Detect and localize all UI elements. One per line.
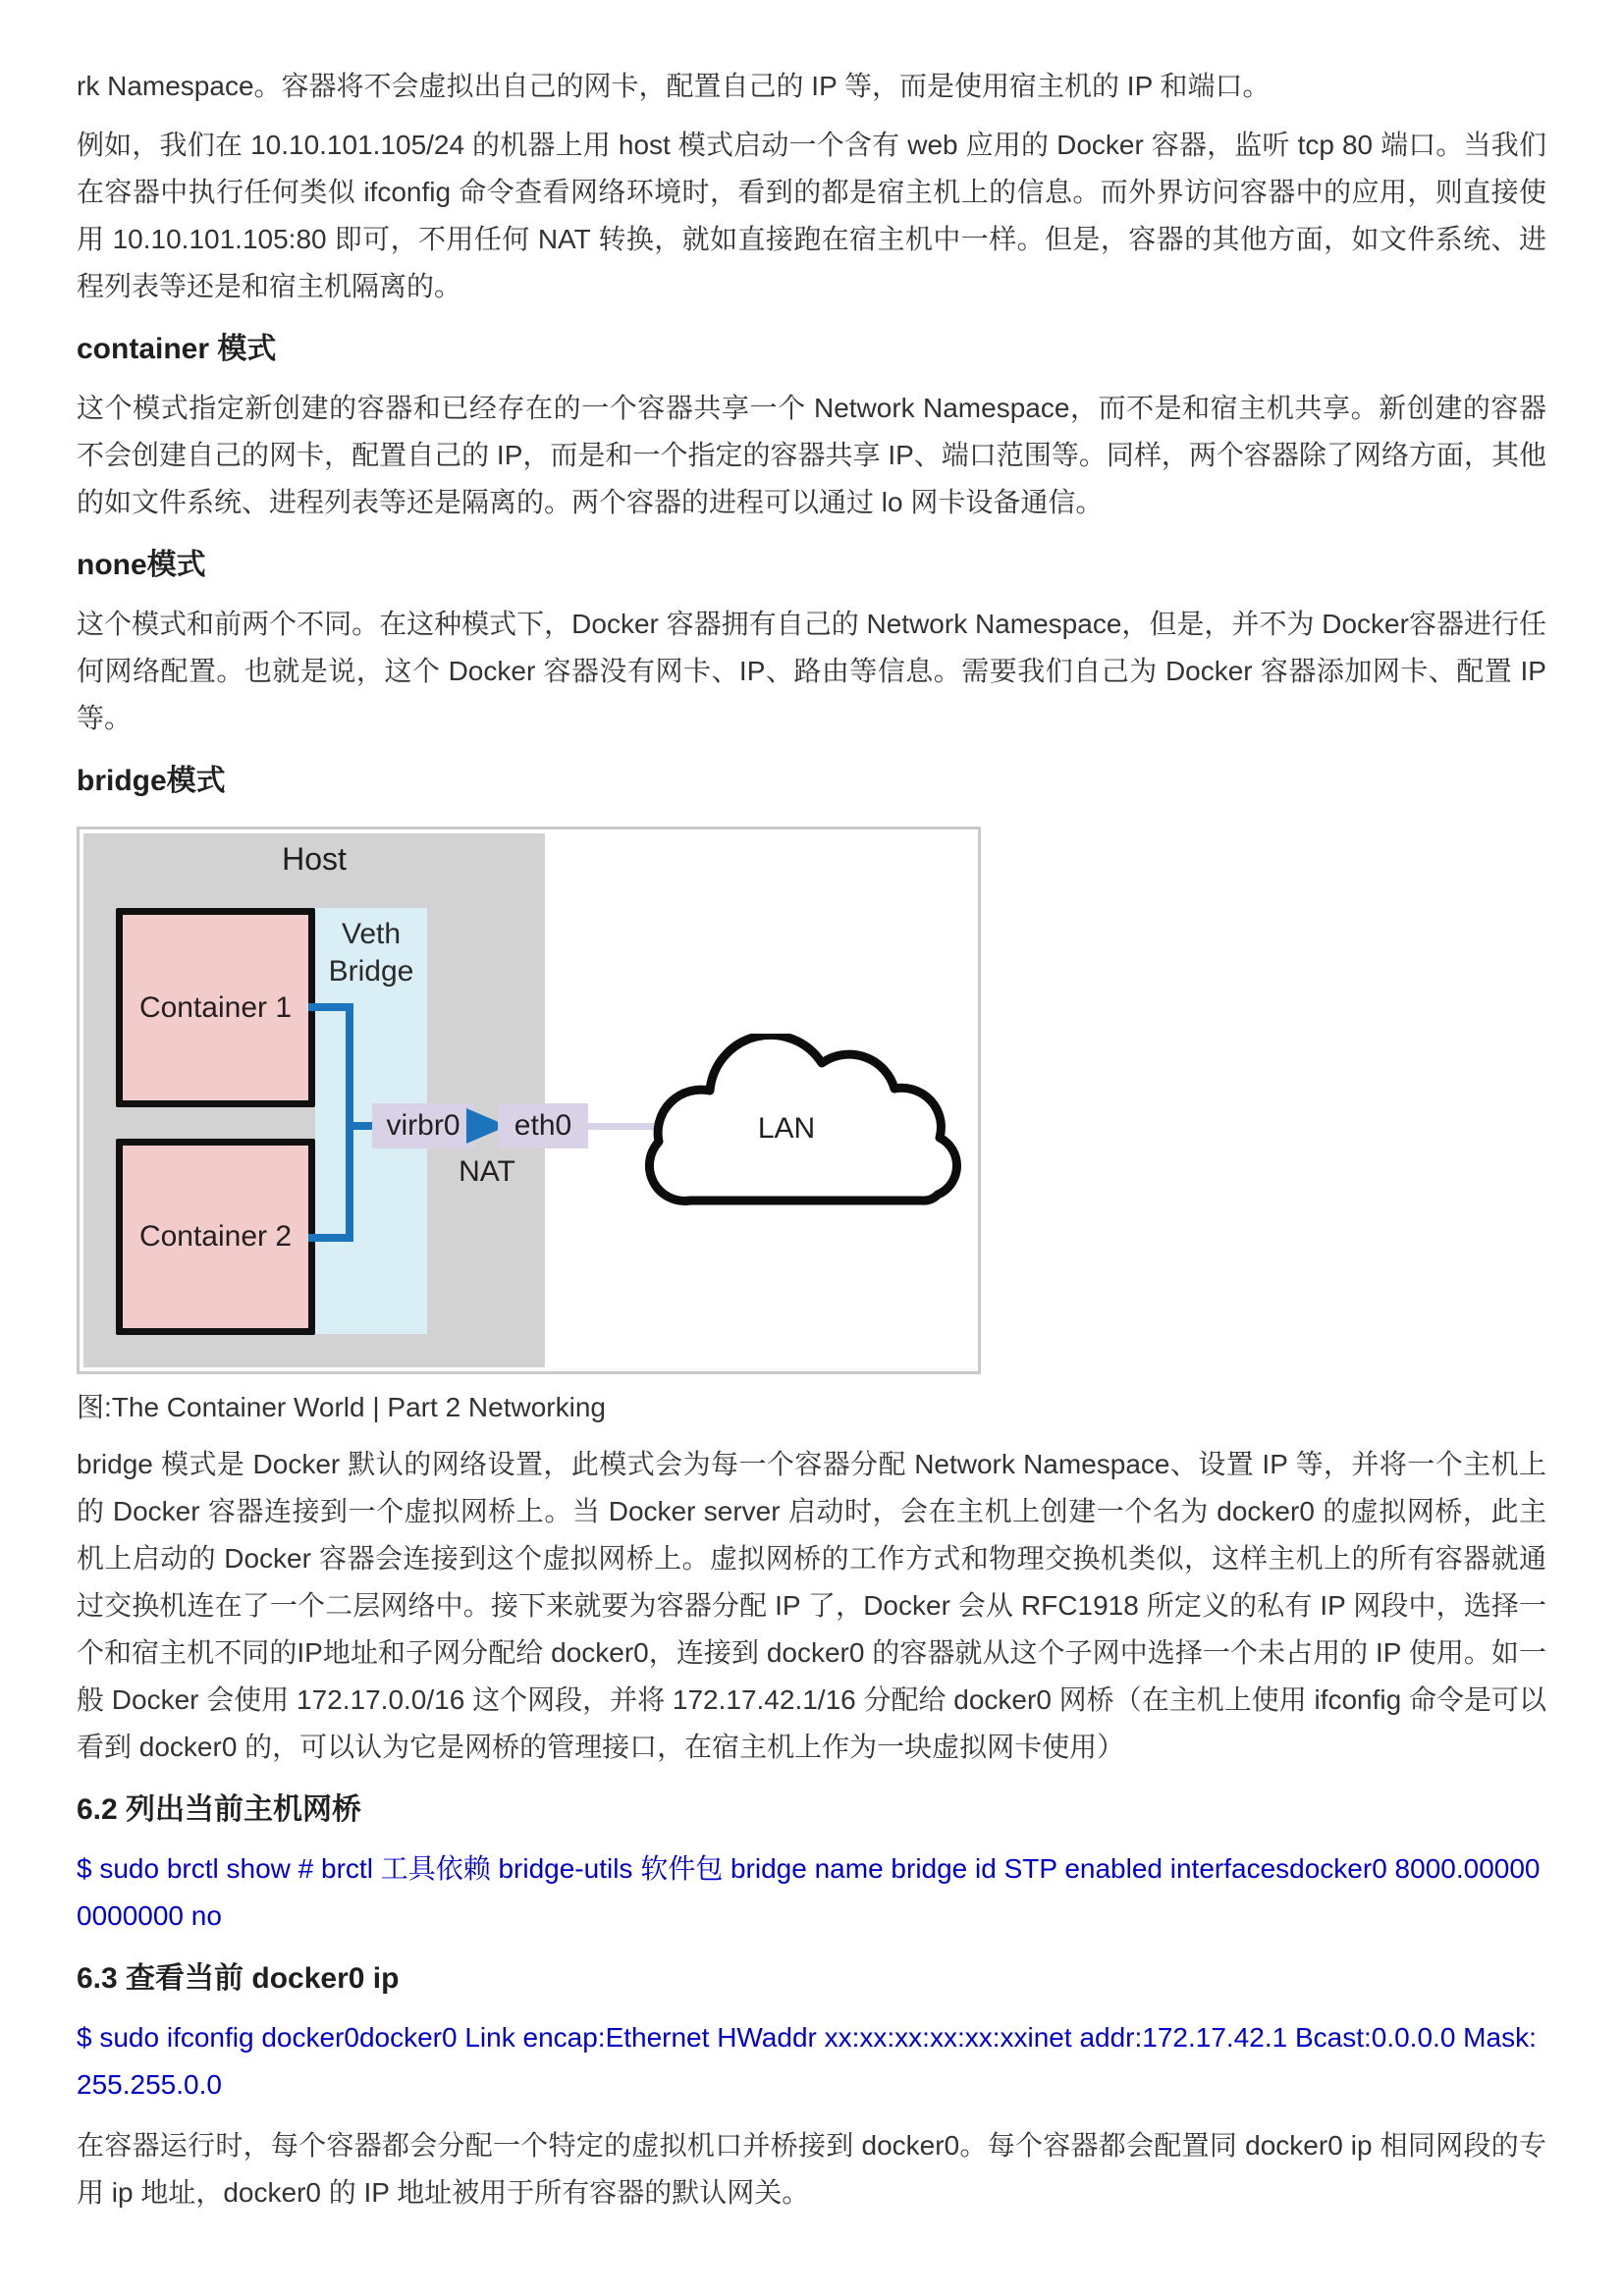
heading-none-mode: none模式 [77, 549, 206, 581]
heading-section-6-3: 6.3 查看当前 docker0 ip [77, 1962, 400, 1995]
figure-caption: 图:The Container World | Part 2 Networking [77, 1392, 606, 1422]
veth-label-line1: Veth [341, 918, 402, 950]
connector-vertical [346, 1003, 353, 1242]
paragraph-container-running: 在容器运行时，每个容器都会分配一个特定的虚拟机口并桥接到 docker0。每个容器都会配置同 docker0 ip 相同网段的专用 ip 地址，docker0 的 IP 地址被用于所有容器的默认网关。 [77, 2130, 1546, 2208]
heading-section-6-2: 6.2 列出当前主机网桥 [77, 1793, 362, 1826]
bridge-network-diagram [77, 827, 981, 1374]
code-ifconfig-docker0: $ sudo ifconfig docker0docker0 Link encap:Ethernet HWaddr xx:xx:xx:xx:xx:xxinet addr:172.17.42.1 Bcast:0.0.0.0 Mask:255.255.0.0 [77, 2022, 1537, 2100]
heading-bridge-mode: bridge模式 [77, 765, 226, 797]
paragraph-host-example: 例如，我们在 10.10.101.105/24 的机器上用 host 模式启动一个含有 web 应用的 Docker 容器，监听 tcp 80 端口。当我们在容器中执行任何类似 ifconfig 命令查看网络环境时，看到的都是宿主机上的信息。而外界访问容器中的应用，则直接使用 10.10.101.105:80 即可，不用任何 NAT 转换，就如直接跑在宿主机中一样。但是，容器的其他方面，如文件系统、进程列表等还是和宿主机隔离的。 [77, 130, 1546, 301]
veth-label-line2: Bridge [328, 955, 414, 988]
virbr0-label: virbr0 [386, 1109, 460, 1142]
heading-container-mode: container 模式 [77, 333, 277, 365]
container1-box [116, 908, 315, 1107]
code-brctl-show: $ sudo brctl show # brctl 工具依赖 bridge-utils 软件包 bridge name bridge id STP enabled interfacesdocker0 8000.000000000000 no [77, 1853, 1541, 1931]
container2-box [116, 1139, 315, 1335]
host-label: Host [282, 841, 347, 877]
container2-label: Container 2 [138, 1220, 293, 1253]
eth0-label: eth0 [514, 1109, 572, 1142]
container1-label: Container 1 [138, 990, 293, 1024]
paragraph-host-mode-tail: rk Namespace。容器将不会虚拟出自己的网卡，配置自己的 IP 等，而是使用宿主机的 IP 和端口。 [77, 71, 1271, 101]
eth0-box [498, 1103, 588, 1148]
veth-bridge-label [309, 916, 433, 990]
paragraph-none-mode: 这个模式和前两个不同。在这种模式下，Docker 容器拥有自己的 Network Namespace，但是，并不为 Docker容器进行任何网络配置。也就是说，这个 Docker 容器没有网卡、IP、路由等信息。需要我们自己为 Docker 容器添加网卡、配置 IP 等。 [77, 609, 1546, 733]
nat-label: NAT [459, 1155, 515, 1188]
paragraph-container-mode: 这个模式指定新创建的容器和已经存在的一个容器共享一个 Network Namespace，而不是和宿主机共享。新创建的容器不会创建自己的网卡，配置自己的 IP，而是和一个指定的容器共享 IP、端口范围等。同样，两个容器除了网络方面，其他的如文件系统、进程列表等还是隔离的。两个容器的进程可以通过 lo 网卡设备通信。 [77, 393, 1546, 517]
lan-label: LAN [757, 1112, 816, 1145]
virbr0-box [372, 1103, 474, 1148]
paragraph-bridge-mode: bridge 模式是 Docker 默认的网络设置，此模式会为每一个容器分配 Network Namespace、设置 IP 等，并将一个主机上的 Docker 容器连接到一个虚拟网桥上。当 Docker server 启动时，会在主机上创建一个名为 docker0 的虚拟网桥，此主机上启动的 Docker 容器会连接到这个虚拟网桥上。虚拟网桥的工作方式和物理交换机类似，这样主机上的所有容器就通过交换机连在了一个二层网络中。接下来就要为容器分配 IP 了，Docker 会从 RFC1918 所定义的私有 IP 网段中，选择一个和宿主机不同的IP地址和子网分配给 docker0，连接到 docker0 的容器就从这个子网中选择一个未占用的 IP 使用。如一般 Docker 会使用 172.17.0.0/16 这个网段，并将 172.17.42.1/16 分配给 docker0 网桥（在主机上使用 ifconfig 命令是可以看到 docker0 的，可以认为它是网桥的管理接口，在宿主机上作为一块虚拟网卡使用） [77, 1449, 1546, 1762]
